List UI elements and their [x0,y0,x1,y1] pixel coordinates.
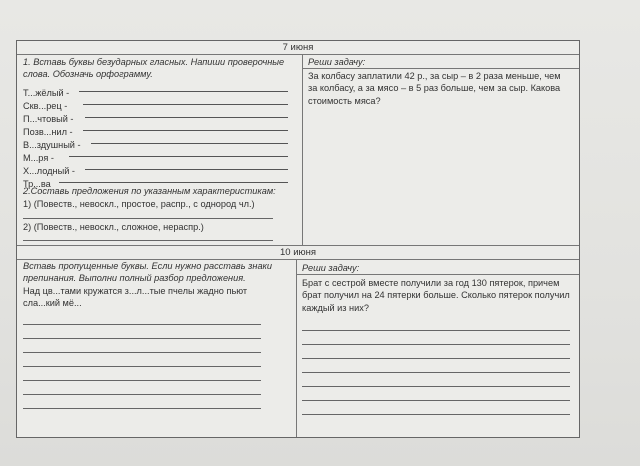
problem2-title: Реши задачу: [302,263,360,273]
word-row [23,133,288,150]
problem1-title-rule [302,68,579,69]
word-row [23,94,288,111]
answer-line[interactable] [69,156,288,157]
column-divider-day1 [302,55,303,245]
worksheet-table [16,40,580,438]
answer-line[interactable] [302,372,570,373]
answer-line[interactable] [85,169,288,170]
answer-line[interactable] [91,143,288,144]
answer-line[interactable] [23,352,261,353]
word-label: М...ря - [23,152,54,163]
problem2-text: Брат с сестрой вместе получили за год 130 пятерок, причем брат получил на 24 пятерки больше. Сколько пятерок получил каждый из них? [302,278,570,313]
task3-title: Вставь пропущенные буквы. Если нужно расставь знаки препинания. Выполни полный разбор предложения. [23,261,272,284]
word-label: Скв...рец - [23,100,68,111]
task2-item-2: 2) (Повеств., невоскл., сложное, нераспр.) [23,222,204,232]
word-row [23,81,288,98]
answer-line[interactable] [302,400,570,401]
word-row [23,120,288,137]
word-label: П...чтовый - [23,113,74,124]
answer-line[interactable] [302,414,570,415]
answer-line[interactable] [85,117,288,118]
answer-line[interactable] [23,366,261,367]
answer-line[interactable] [79,91,288,92]
column-divider-day2 [296,260,297,437]
date-header-day2: 10 июня [17,246,579,260]
answer-line[interactable] [23,394,261,395]
answer-line[interactable] [23,380,261,381]
word-row [23,172,288,189]
word-label: Х...лодный - [23,165,75,176]
answer-line[interactable] [302,330,570,331]
answer-line[interactable] [302,386,570,387]
task1-title: 1. Вставь буквы безударных гласных. Напиши проверочные слова. Обозначь орфограмму. [23,57,285,80]
word-label: Позв...нил - [23,126,73,137]
word-row [23,146,288,163]
word-row [23,159,288,176]
answer-line[interactable] [23,324,261,325]
answer-line[interactable] [302,358,570,359]
answer-line[interactable] [23,218,273,219]
problem1-text: За колбасу заплатили 42 р., за сыр – в 2 раза меньше, чем за колбасу, а за мясо – в 5 раз больше, чем за сыр. Какова стоимость мяса? [308,71,561,106]
answer-line[interactable] [59,182,288,183]
task2-item-1: 1) (Повеств., невоскл., простое, распр., с однород чл.) [23,199,255,209]
answer-line[interactable] [83,104,288,105]
answer-line[interactable] [23,240,273,241]
answer-line[interactable] [23,408,261,409]
answer-line[interactable] [83,130,288,131]
problem1-title: Реши задачу: [308,57,366,67]
problem2-title-rule [296,274,579,275]
date-header-day1: 7 июня [17,41,579,55]
word-row [23,107,288,124]
answer-line[interactable] [23,338,261,339]
word-label: В...здушный - [23,139,81,150]
answer-line[interactable] [302,344,570,345]
task3-sentence: Над цв...тами кружатся з...л...тые пчелы жадно пьют сла...кий мё... [23,286,248,309]
word-label: Тр...ва [23,178,51,189]
task2-title: 2.Составь предложения по указанным характеристикам: [23,186,276,196]
word-label: Т...жёлый - [23,87,70,98]
